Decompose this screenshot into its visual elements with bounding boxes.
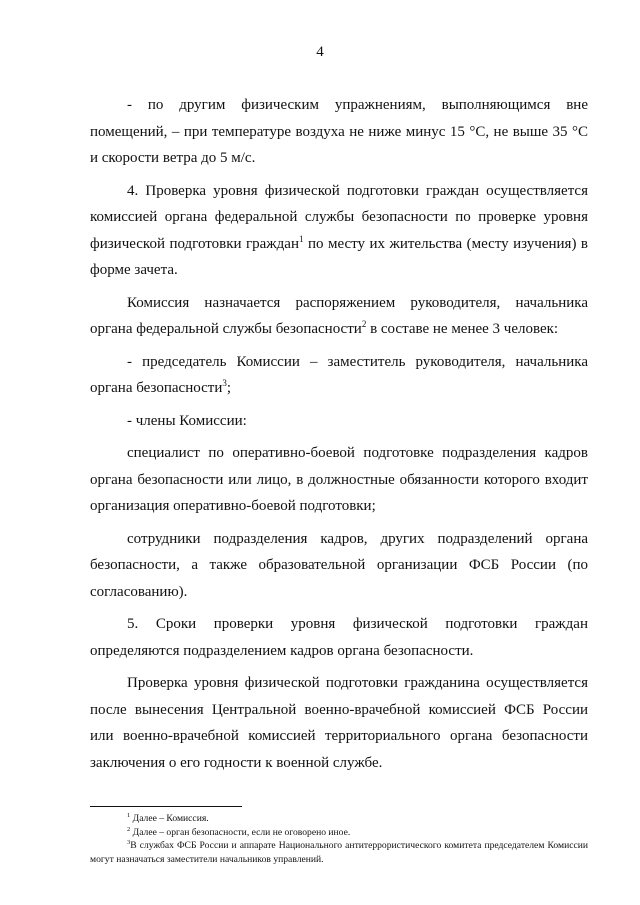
footnote-ref-2: 2	[361, 319, 367, 329]
footnote-3	[90, 839, 588, 866]
footnote-2-text: Далее – орган безопасности, если не оговорено иное.	[130, 826, 351, 838]
footnote-separator	[90, 806, 242, 807]
footnotes	[90, 812, 588, 866]
paragraph-chairman-tail: ;	[226, 380, 232, 396]
paragraph-item-4-text: 4. Проверка уровня физической подготовки граждан осуществляется комиссией органа федеральной службы безопасности по проверке уровня физической подготовки граждан	[90, 182, 588, 252]
footnote-ref-3: 3	[222, 378, 227, 388]
paragraph-item-5: 5. Сроки проверки уровня физической подготовки граждан определяются подразделением кадров органа безопасности.	[90, 616, 588, 659]
footnote-2-mark: 2	[127, 825, 131, 833]
footnote-2	[90, 826, 588, 840]
footnote-ref-1: 1	[299, 233, 304, 244]
paragraph-staff: сотрудники подразделения кадров, других подразделений органа безопасности, а также образовательной организации ФСБ России (по согласованию).	[90, 530, 588, 600]
document-body	[90, 92, 588, 776]
paragraph-outdoor-conditions: - по другим физическим упражнениям, выполняющимся вне помещений, – при температуре воздуха не ниже минус 15 °С, не выше 35 °С и скорости ветра до 5 м/с.	[90, 97, 588, 166]
footnote-1	[90, 812, 588, 826]
paragraph-chairman	[90, 349, 588, 402]
footnote-3-text: В службах ФСБ России и аппарате Национального антитеррористического комитета председателем Комиссии могут назначаться заместители начальников управлений.	[90, 840, 588, 865]
paragraph-verification: Проверка уровня физической подготовки гражданина осуществляется после вынесения Центральной военно-врачебной комиссией ФСБ России или военно-врачебной комиссией территориального органа безопасности заключения о его годности к военной службе.	[90, 675, 588, 771]
page-number: 4	[316, 44, 324, 60]
paragraph-item-4	[90, 178, 588, 284]
footnote-1-mark: 1	[127, 812, 131, 819]
paragraph-commission-tail: в составе не менее 3 человек:	[366, 321, 559, 337]
paragraph-commission	[90, 290, 588, 343]
paragraph-specialist: специалист по оперативно-боевой подготовке подразделения кадров органа безопасности или лицо, в должностные обязанности которого входит организация оперативно-боевой подготовки;	[90, 445, 588, 514]
paragraph-members: - члены Комиссии:	[127, 412, 247, 429]
paragraph-chairman-text: - председатель Комиссии – заместитель руководителя, начальника органа безопасности	[90, 353, 588, 396]
footnote-1-text: Далее – Комиссия.	[130, 813, 209, 824]
paragraph-commission-text: Комиссия назначается распоряжением руководителя, начальника органа федеральной службы безопасности	[90, 294, 588, 337]
paragraph-item-4-tail: по месту их жительства (месту изучения) в форме зачета.	[90, 235, 589, 278]
footnote-3-mark: 3	[127, 839, 131, 846]
